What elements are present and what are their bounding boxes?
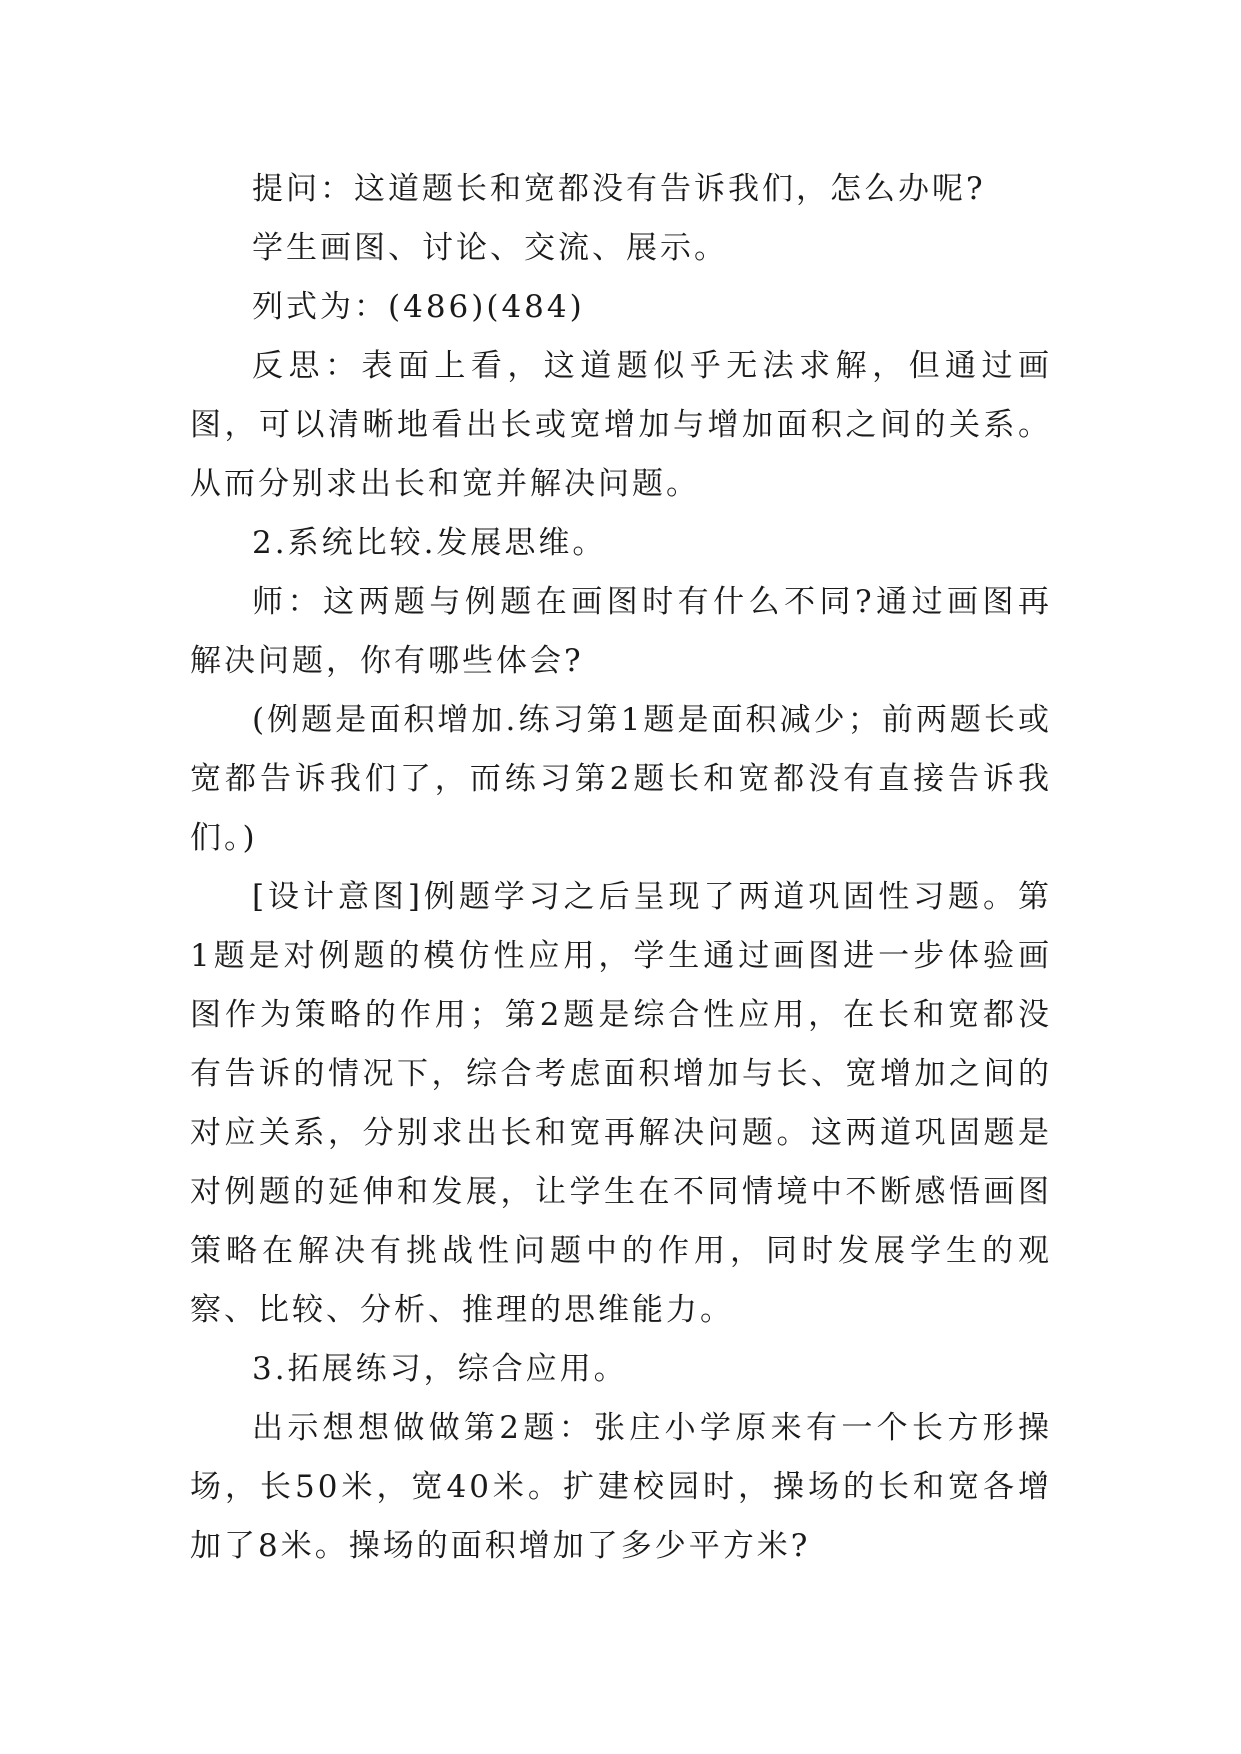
paragraph-answer-note: (例题是面积增加.练习第1题是面积减少；前两题长或宽都告诉我们了，而练习第2题长和宽都没有直接告诉我们。) xyxy=(190,702,1052,856)
paragraph-reflection: 反思：表面上看，这道题似乎无法求解，但通过画图，可以清晰地看出长或宽增加与增加面积之间的关系。从而分别求出长和宽并解决问题。 xyxy=(190,348,1052,502)
paragraph-design-intent: [设计意图]例题学习之后呈现了两道巩固性习题。第1题是对例题的模仿性应用，学生通过画图进一步体验画图作为策略的作用；第2题是综合性应用，在长和宽都没有告诉的情况下，综合考虑面积增加与长、宽增加之间的对应关系，分别求出长和宽再解决问题。这两道巩固题是对例题的延伸和发展，让学生在不同情境中不断感悟画图策略在解决有挑战性问题中的作用，同时发展学生的观察、比较、分析、推理的思维能力。 xyxy=(190,879,1052,1328)
section-heading-compare: 2.系统比较.发展思维。 xyxy=(252,525,607,561)
body-text xyxy=(190,160,1052,1576)
section-heading-extend: 3.拓展练习，综合应用。 xyxy=(252,1351,628,1387)
paragraph-teacher-question: 师：这两题与例题在画图时有什么不同?通过画图再解决问题，你有哪些体会? xyxy=(190,584,1052,679)
paragraph-exercise: 出示想想做做第2题：张庄小学原来有一个长方形操场，长50米，宽40米。扩建校园时，操场的长和宽各增加了8米。操场的面积增加了多少平方米? xyxy=(190,1410,1052,1564)
paragraph-formula: 列式为：(486)(484) xyxy=(252,289,585,325)
paragraph-question: 提问：这道题长和宽都没有告诉我们，怎么办呢? xyxy=(252,171,986,207)
paragraph-student-activity: 学生画图、讨论、交流、展示。 xyxy=(252,230,728,266)
